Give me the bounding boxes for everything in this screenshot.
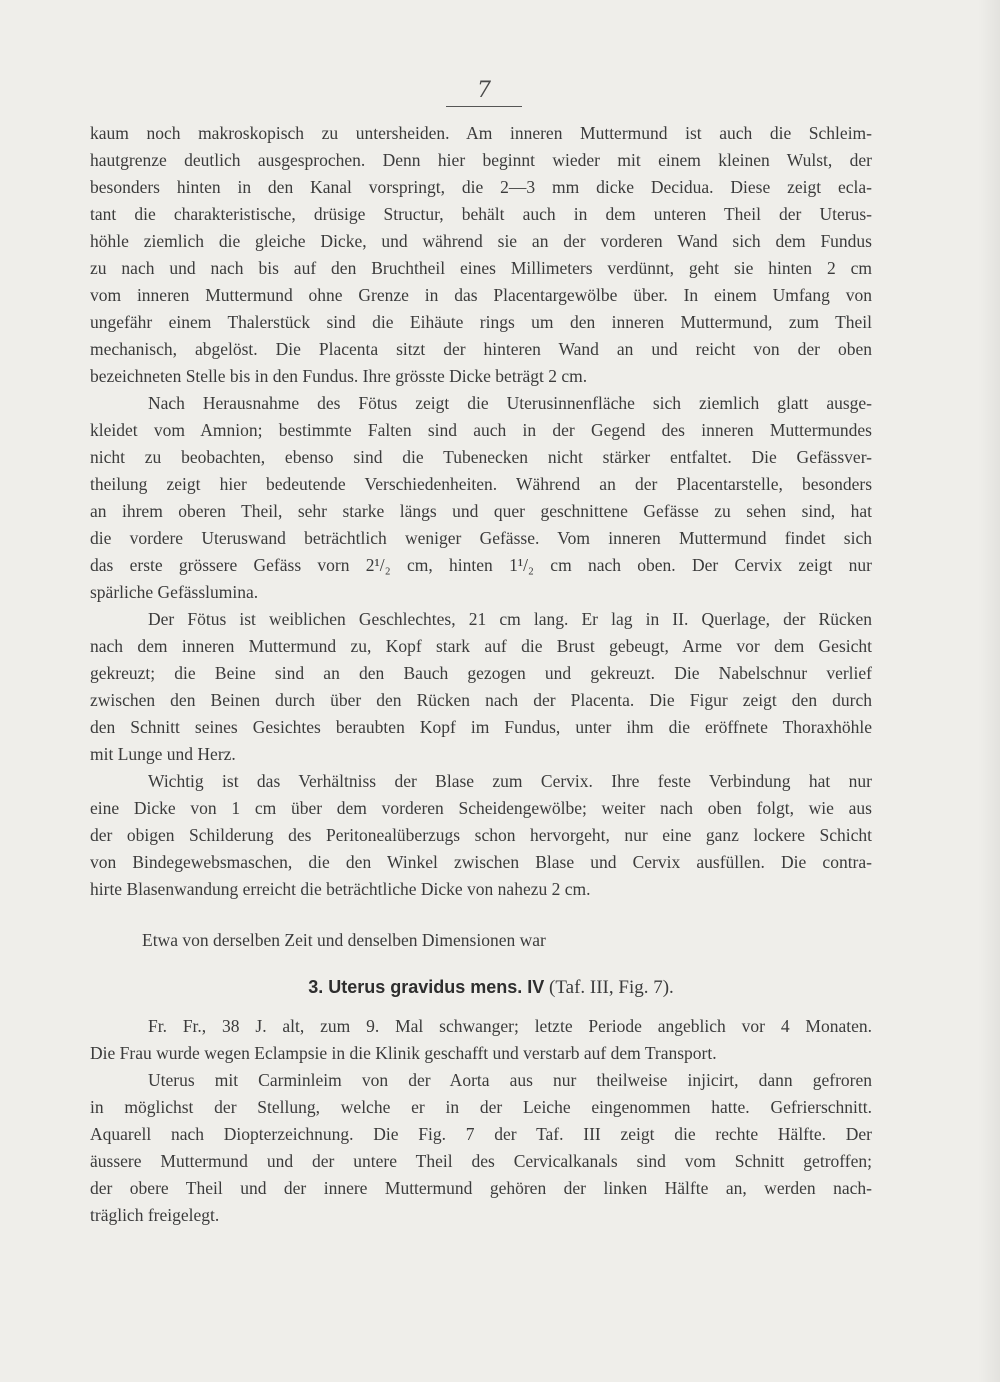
text-line: Aquarell nach Diopterzeichnung. Die Fig. 7 der Taf. III zeigt die rechte Hälfte. Der bbox=[90, 1124, 872, 1144]
text-line: gekreuzt; die Beine sind an den Bauch gezogen und gekreuzt. Die Nabelschnur verlief bbox=[90, 663, 872, 683]
lead-in-sentence: Etwa von derselben Zeit und denselben Dimensionen war bbox=[142, 930, 546, 950]
text-line: Fr. Fr., 38 J. alt, zum 9. Mal schwanger; letzte Periode angeblich vor 4 Monaten. bbox=[148, 1016, 872, 1036]
text-line: den Schnitt seines Gesichtes beraubten Kopf im Fundus, unter ihm die eröffnete Thoraxhöhle bbox=[90, 717, 872, 737]
text-line: kaum noch makroskopisch zu untersheiden. Am inneren Muttermund ist auch die Schleim- bbox=[90, 123, 872, 143]
paragraph bbox=[90, 120, 872, 390]
text-line: höhle ziemlich die gleiche Dicke, und während sie an der vorderen Wand sich dem Fundus bbox=[90, 231, 872, 251]
text-line: hirte Blasenwandung erreicht die beträchtliche Dicke von nahezu 2 cm. bbox=[90, 879, 591, 899]
page-number: 7 bbox=[446, 78, 522, 107]
page-edge-shadow bbox=[978, 0, 1000, 1382]
paragraph bbox=[90, 606, 872, 768]
paragraph bbox=[90, 768, 872, 903]
text-line: kleidet vom Amnion; bestimmte Falten sind auch in der Gegend des inneren Muttermundes bbox=[90, 420, 872, 440]
text-line: Der Fötus ist weiblichen Geschlechtes, 21 cm lang. Er lag in II. Querlage, der Rücken bbox=[148, 609, 872, 629]
section-heading bbox=[90, 972, 872, 1003]
main-paragraphs bbox=[90, 120, 872, 903]
text-line: bezeichneten Stelle bis in den Fundus. Ihre grösste Dicke beträgt 2 cm. bbox=[90, 366, 588, 386]
text-line: Uterus mit Carminleim von der Aorta aus nur theilweise injicirt, dann gefroren bbox=[148, 1070, 872, 1090]
text-line: theilung zeigt hier bedeutende Verschiedenheiten. Während an der Placentarstelle, besonders bbox=[90, 474, 872, 494]
text-line: an ihrem oberen Theil, sehr starke längs und quer geschnittene Gefässe zu sehen sind, hat bbox=[90, 501, 872, 521]
text-line: träglich freigelegt. bbox=[90, 1205, 220, 1225]
text-line: mit Lunge und Herz. bbox=[90, 744, 236, 764]
text-line: in möglichst der Stellung, welche er in der Leiche eingenommen hatte. Gefrierschnitt. bbox=[90, 1097, 872, 1117]
paragraph bbox=[90, 1013, 872, 1067]
text-line: tant die charakteristische, drüsige Structur, behält auch in dem unteren Theil der Uterus- bbox=[90, 204, 872, 224]
text-line: Die Frau wurde wegen Eclampsie in die Klinik geschafft und verstarb auf dem Transport. bbox=[90, 1043, 717, 1063]
text-line: vom inneren Muttermund ohne Grenze in das Placentargewölbe über. In einem Umfang von bbox=[90, 285, 872, 305]
paragraph bbox=[90, 390, 872, 606]
text-line: die vordere Uteruswand beträchtlich weniger Gefässe. Vom inneren Muttermund findet sich bbox=[90, 528, 872, 548]
section-heading-reference: (Taf. III, Fig. 7). bbox=[549, 977, 674, 998]
text-line: Nach Herausnahme des Fötus zeigt die Uterusinnenfläche sich ziemlich glatt ausge- bbox=[148, 393, 872, 413]
text-line: zu nach und nach bis auf den Bruchtheil eines Millimeters verdünnt, geht sie hinten 2 cm bbox=[90, 258, 872, 278]
text-line: hautgrenze deutlich ausgesprochen. Denn hier beginnt wieder mit einem kleinen Wulst, der bbox=[90, 150, 872, 170]
text-line: Wichtig ist das Verhältniss der Blase zum Cervix. Ihre feste Verbindung hat nur bbox=[148, 771, 872, 791]
text-line: nicht zu beobachten, ebenso sind die Tubenecken nicht stärker entfaltet. Die Gefässver- bbox=[90, 447, 872, 467]
section-heading-title: 3. Uterus gravidus mens. IV bbox=[308, 977, 545, 997]
text-line: äussere Muttermund und der untere Theil des Cervicalkanals sind vom Schnitt getroffen; bbox=[90, 1151, 872, 1171]
text-line: spärliche Gefässlumina. bbox=[90, 582, 259, 602]
text-line: der obigen Schilderung des Peritonealüberzugs schon hervorgeht, nur eine ganz lockere Schicht bbox=[90, 825, 872, 845]
text-line: ungefähr einem Thalerstück sind die Eihäute rings um den inneren Muttermund, zum Theil bbox=[90, 312, 872, 332]
text-line: eine Dicke von 1 cm über dem vorderen Scheidengewölbe; weiter nach oben folgt, wie aus bbox=[90, 798, 872, 818]
text-line: der obere Theil und der innere Muttermund gehören der linken Hälfte an, werden nach- bbox=[90, 1178, 872, 1198]
text-line: nach dem inneren Muttermund zu, Kopf stark auf die Brust gebeugt, Arme vor dem Gesicht bbox=[90, 636, 872, 656]
section-paragraphs bbox=[90, 1013, 872, 1229]
text-line: mechanisch, abgelöst. Die Placenta sitzt der hinteren Wand an und reicht von der oben bbox=[90, 339, 872, 359]
body-text bbox=[90, 120, 872, 1229]
text-line: besonders hinten in den Kanal vorspringt, die 2—3 mm dicke Decidua. Diese zeigt ecla- bbox=[90, 177, 872, 197]
paragraph bbox=[90, 1067, 872, 1229]
section-spacer bbox=[90, 903, 872, 927]
text-line: zwischen den Beinen durch über den Rücken nach der Placenta. Die Figur zeigt den durch bbox=[90, 690, 872, 710]
text-line: das erste grössere Gefäss vorn 2¹/₂ cm, hinten 1¹/₂ cm nach oben. Der Cervix zeigt nur bbox=[90, 555, 872, 575]
text-line: von Bindegewebsmaschen, die den Winkel zwischen Blase und Cervix ausfüllen. Die contra- bbox=[90, 852, 872, 872]
